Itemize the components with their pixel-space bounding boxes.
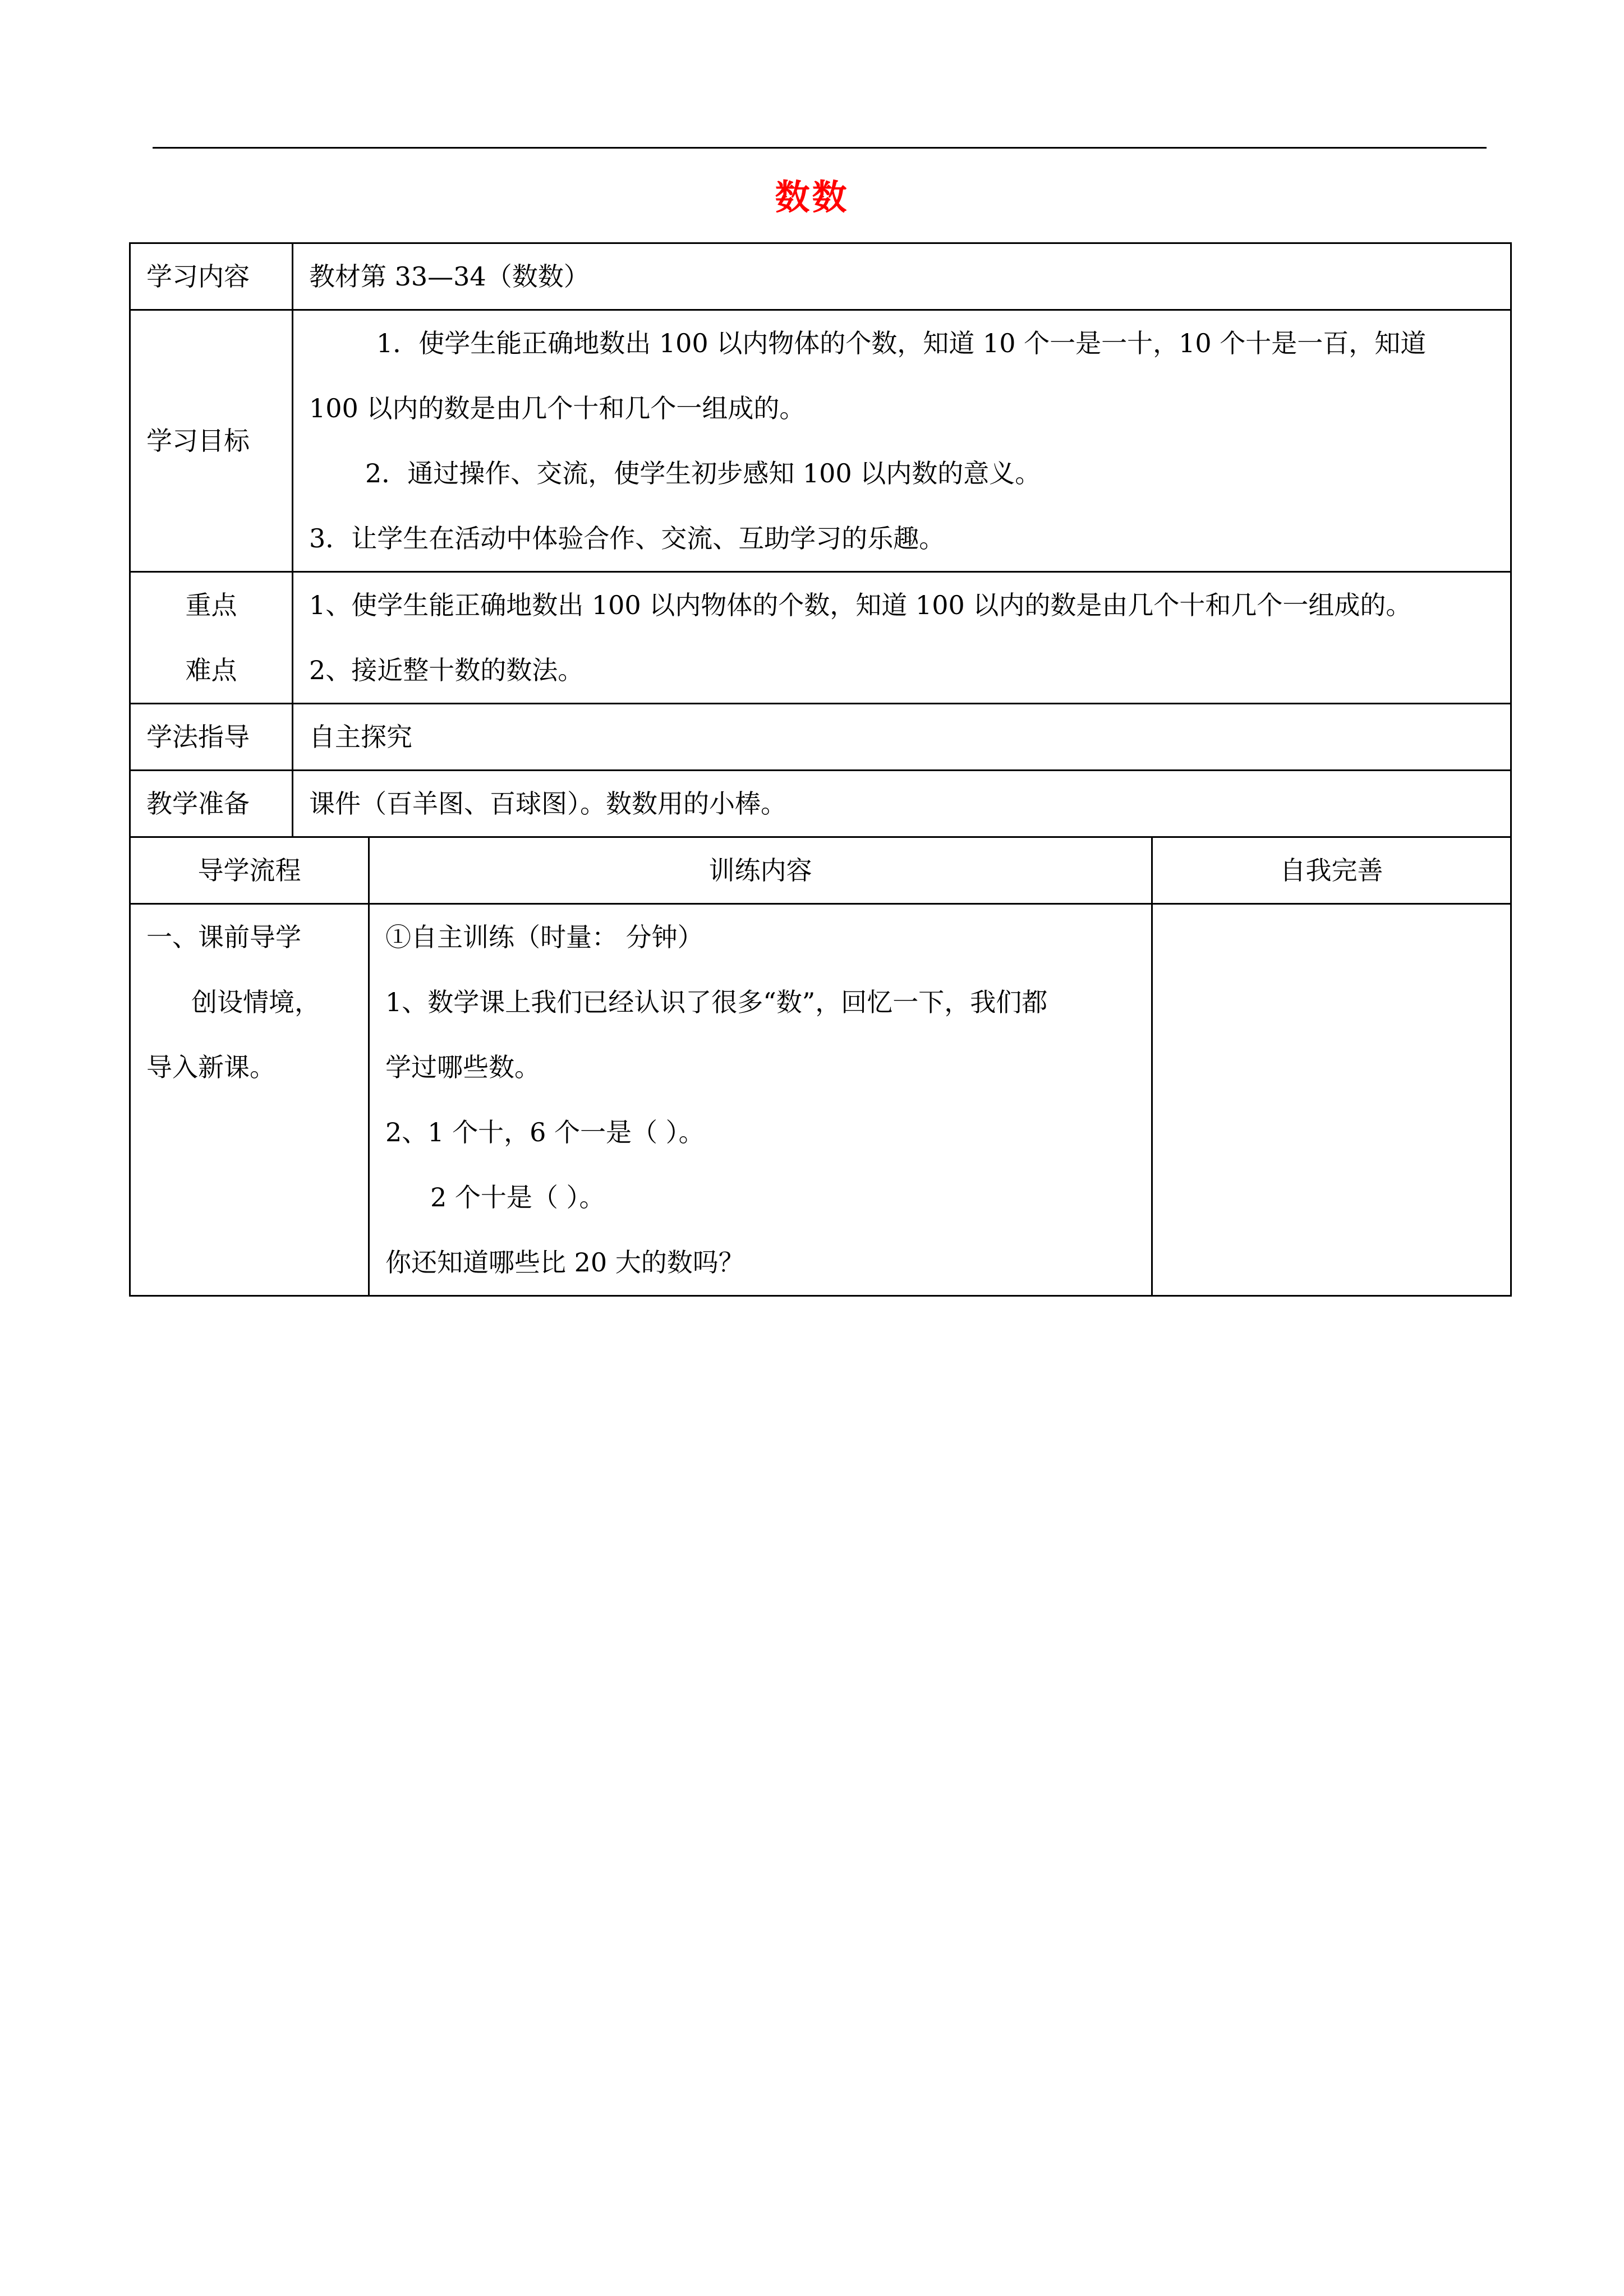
value-goals	[293, 310, 1511, 572]
training-line-2: 1、数学课上我们已经认识了很多“数”，回忆一下，我们都	[385, 987, 1048, 1017]
header-self: 自我完善	[1152, 837, 1511, 904]
label-goals: 学习目标	[130, 310, 293, 572]
goal-line-1: 1．使学生能正确地数出 100 以内物体的个数，知道 10 个一是一十，10 个十是一百，知道	[376, 328, 1427, 358]
value-content: 教材第 33—34（数数）	[293, 243, 1511, 310]
section1-flow-line-3: 导入新课。	[146, 1052, 275, 1082]
value-key-points	[293, 572, 1511, 704]
training-line-6: 你还知道哪些比 20 大的数吗？	[385, 1247, 744, 1278]
value-preparation: 课件（百羊图、百球图）。数数用的小棒。	[293, 771, 1511, 837]
label-key-points-line1: 重点	[185, 590, 237, 620]
row-section-1	[130, 904, 1511, 1296]
label-key-points	[130, 572, 293, 704]
key-point-line-1: 1、使学生能正确地数出 100 以内物体的个数，知道 100 以内的数是由几个十和几个一组成的。	[309, 590, 1412, 620]
header-rule	[153, 147, 1487, 149]
header-training: 训练内容	[369, 837, 1152, 904]
label-key-points-line2: 难点	[185, 655, 237, 685]
key-point-line-2: 2、接近整十数的数法。	[309, 655, 584, 685]
section1-training	[369, 904, 1152, 1296]
section1-self	[1152, 904, 1511, 1296]
value-method: 自主探究	[293, 704, 1511, 771]
training-line-4: 2、1 个十，6 个一是（ ）。	[385, 1117, 705, 1147]
label-method: 学法指导	[130, 704, 293, 771]
goal-line-4: 3．让学生在活动中体验合作、交流、互助学习的乐趣。	[309, 523, 945, 554]
row-key-points	[130, 572, 1511, 704]
page-title: 数数	[775, 177, 849, 218]
row-content	[130, 243, 1511, 310]
section1-flow-line-2: 创设情境，	[191, 987, 320, 1017]
row-column-headers	[130, 837, 1511, 904]
training-line-3: 学过哪些数。	[385, 1052, 540, 1082]
goal-line-3: 2．通过操作、交流，使学生初步感知 100 以内数的意义。	[365, 458, 1041, 488]
label-preparation: 教学准备	[130, 771, 293, 837]
row-method	[130, 704, 1511, 771]
section1-flow	[130, 904, 369, 1296]
section1-flow-line-1: 一、课前导学	[146, 922, 301, 952]
header-flow: 导学流程	[130, 837, 369, 904]
label-content: 学习内容	[130, 243, 293, 310]
row-preparation	[130, 771, 1511, 837]
row-goals	[130, 310, 1511, 572]
goal-line-2: 100 以内的数是由几个十和几个一组成的。	[309, 393, 806, 423]
lesson-plan-table	[129, 242, 1512, 1297]
training-line-5: 2 个十是（ ）。	[430, 1182, 605, 1212]
training-line-1: ①自主训练（时量： 分钟）	[385, 922, 703, 952]
